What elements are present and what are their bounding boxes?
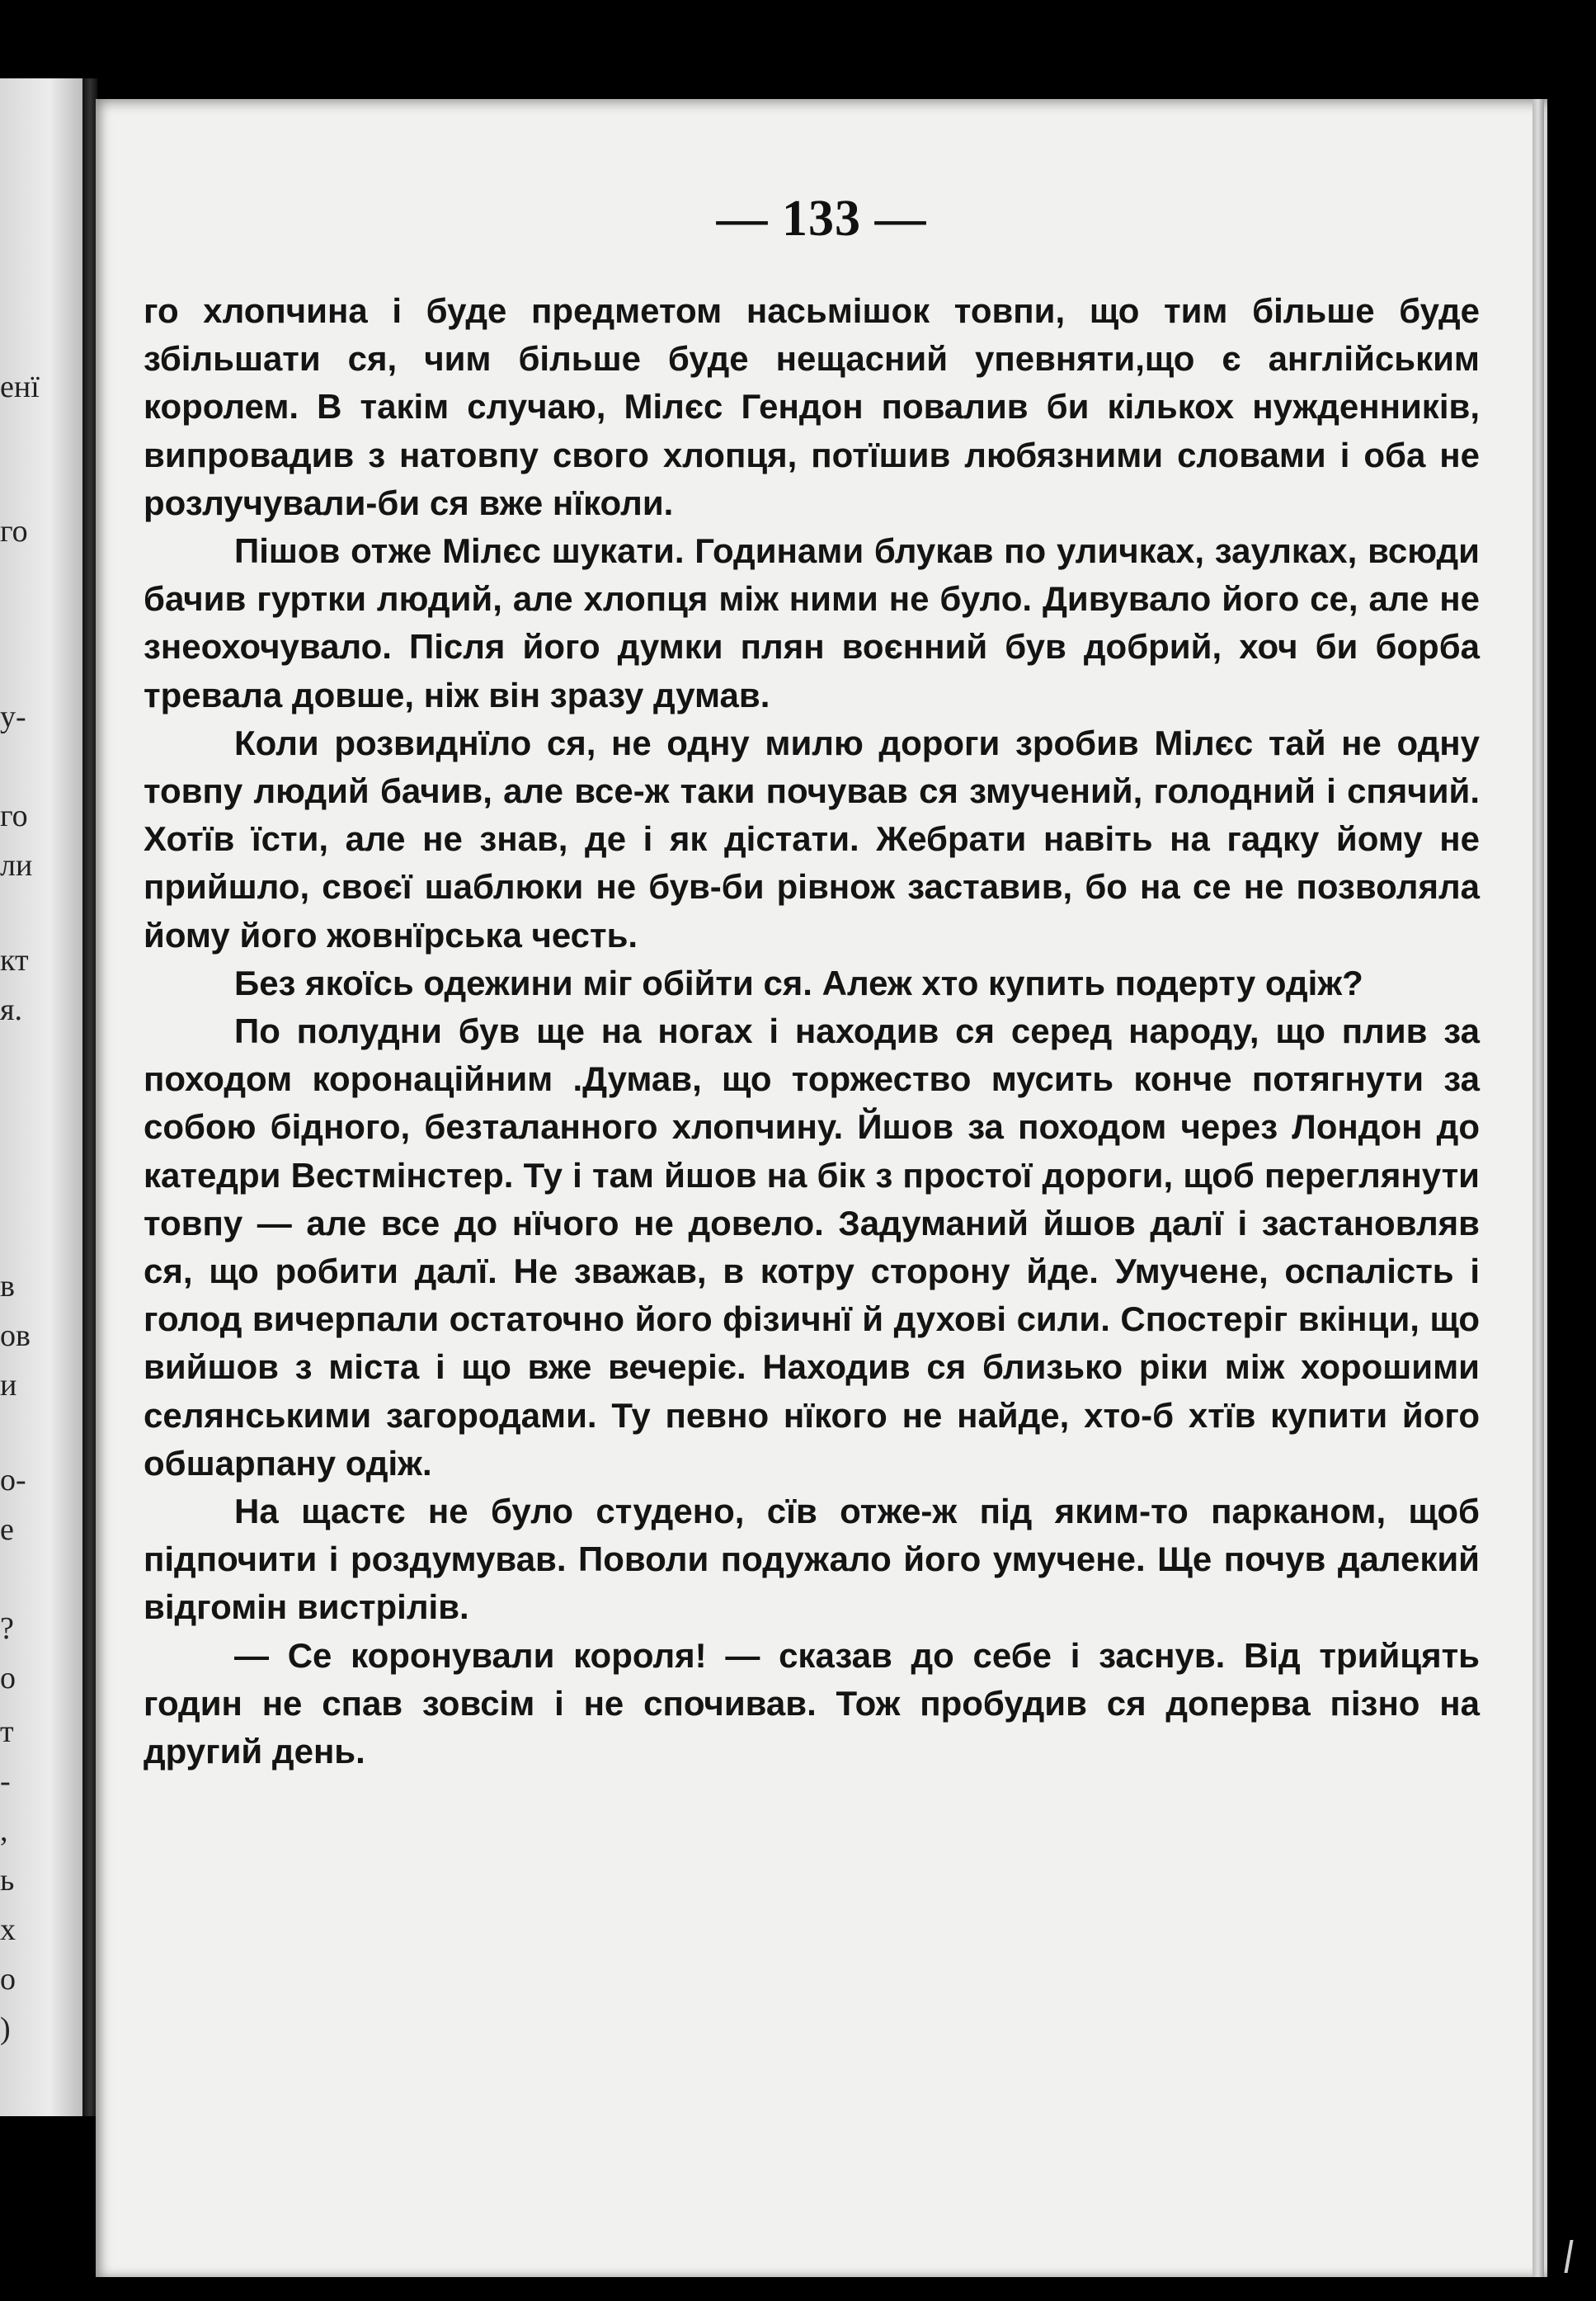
left-page-text-fragment: у- [0,700,26,734]
left-page-text-fragment: енї [0,370,40,404]
paragraph: Коли розвиднїло ся, не одну милю дороги зробив Мілєс тай не одну товпу людий бачив, але все-ж таки почував ся змучений, голодний і спячий. Хотїв їсти, але не знав, де і як дістати. Жебрати навіть на гадку йому не прийшло, своєї шаблюки не був-би рівнож заставив, бо на се не позволяла йому його жовнїрська честь. [144,723,1480,955]
left-page-text-fragment: го [0,514,28,549]
paragraph: Пішов отже Мілєс шукати. Годинами блукав по уличках, заулках, всюди бачив гуртки людий, але хлопця між ними не було. Дивувало його се, але не знеохочувало. Після його думки плян воєнний був добрий, хоч би борба тревала довше, ніж він зразу думав. [144,531,1480,714]
left-page-text-fragment: о- [0,1463,26,1497]
left-page-text-fragment: - [0,1764,11,1799]
left-page-text-fragment: я. [0,993,22,1027]
scan-corner-mark [1564,2240,1573,2273]
left-page-text-fragment: о [0,1661,16,1695]
page-body-text [144,287,1480,1775]
left-page-text-fragment: ) [0,2011,11,2046]
paragraph: — Се коронували короля! — сказав до себе і заснув. Від трийцять годин не спав зовсім і не спочивав. Тож пробудив ся доперва пізно на другий день. [144,1635,1480,1771]
paragraph: На щастє не було студено, сїв отже-ж під яким-то парканом, щоб підпочити і роздумував. Поволи подужало його умучене. Ще почув далекий відгомін вистрілів. [144,1492,1480,1627]
left-page-text-fragment: кт [0,943,29,978]
left-page-text-fragment: ? [0,1611,14,1646]
left-page-text-fragment: х [0,1912,16,1947]
left-page-text-fragment: и [0,1368,17,1403]
left-page-text-fragment: , [0,1813,8,1848]
paragraph: По полудни був ще на ногах і находив ся серед народу, що плив за походом коронаційним .Думав, що торжество мусить конче потягнути за собою бідного, безталанного хлопчину. Йшов за походом через Лондон до катедри Вестмінстер. Ту і там йшов на бік з простої дороги, щоб переглянути товпу — але все до нїчого не довело. Задуманий йшов далї і застановляв ся, що робити далї. Не зважав, в котру сторону йде. Умучене, оспалість і голод вичерпали остаточно його фізичнї й духові сили. Спостеріг вкінци, що вийшов з міста і що вже вечеріє. Находив ся близько ріки між хорошими селянськими загородами. Ту певно нїкого не найде, хто-б хтїв купити його обшарпану одіж. [144,1011,1480,1483]
page-number: — 133 — [716,191,927,247]
left-page-text-fragment: ли [0,848,33,883]
book-page [96,99,1547,2277]
left-page-text-fragment: ь [0,1863,15,1898]
previous-page-fragment [0,78,82,2116]
paragraph: Без якоїсь одежини міг обійти ся. Алеж хто купить подерту одіж? [234,963,1363,1002]
left-page-text-fragment: в [0,1269,15,1304]
left-page-text-fragment: о [0,1962,16,1997]
left-page-text-fragment: т [0,1714,14,1749]
left-page-text-fragment: го [0,799,28,833]
paragraph: го хлопчина і буде предметом насьмішок товпи, що тим більше буде збільшати ся, чим більше буде нещасний упевняти,що є англійським королем. В такім случаю, Мілєс Гендон повалив би кількох нужденників, випровадив з натовпу свого хлопця, потїшив любязними словами і оба не розлучували-би ся вже нїколи. [144,291,1480,522]
page-edge [1532,99,1544,2277]
left-page-text-fragment: ов [0,1318,31,1353]
left-page-text-fragment: е [0,1512,14,1547]
